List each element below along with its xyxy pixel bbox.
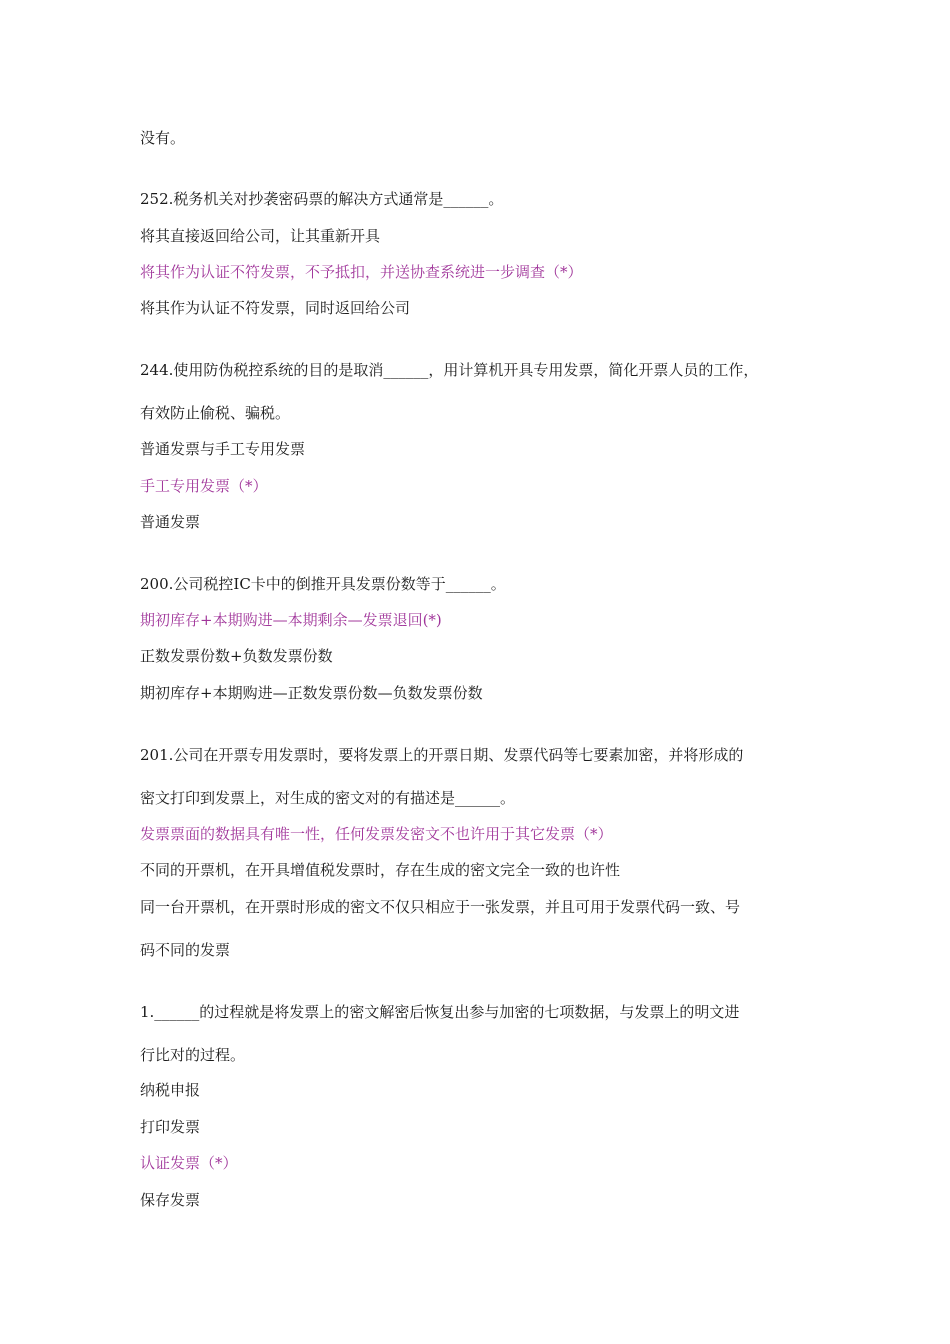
- question-stem: 244.使用防伪税控系统的目的是取消______，用计算机开具专用发票，简化开票人员的工作，: [140, 361, 759, 379]
- correct-option-text: 认证发票（*）: [140, 1154, 238, 1172]
- option-text: 不同的开票机，在开具增值税发票时，存在生成的密文完全一致的也许性: [140, 861, 621, 879]
- option-text: 正数发票份数+负数发票份数: [140, 647, 333, 665]
- question-stem: 200.公司税控IC卡中的倒推开具发票份数等于______。: [140, 575, 506, 593]
- option-text: 打印发票: [140, 1118, 201, 1136]
- option-text: 普通发票: [140, 513, 201, 531]
- option-text: 保存发票: [140, 1191, 201, 1209]
- question-stem: 201.公司在开票专用发票时，要将发票上的开票日期、发票代码等七要素加密，并将形成的: [140, 746, 744, 764]
- question-stem: 252.税务机关对抄袭密码票的解决方式通常是______。: [140, 190, 504, 208]
- question-stem-continued: 行比对的过程。: [140, 1046, 246, 1064]
- question-stem-continued: 密文打印到发票上，对生成的密文对的有描述是______。: [140, 789, 516, 807]
- intro-text: 没有。: [140, 129, 186, 147]
- option-text-continued: 码不同的发票: [140, 941, 231, 959]
- correct-option-text: 发票票面的数据具有唯一性，任何发票发密文不也许用于其它发票（*）: [140, 825, 613, 843]
- question-stem-continued: 有效防止偷税、骗税。: [140, 404, 291, 422]
- option-text: 纳税申报: [140, 1081, 201, 1099]
- correct-option-text: 将其作为认证不符发票，不予抵扣，并送协查系统进一步调查（*）: [140, 263, 583, 281]
- correct-option-text: 手工专用发票（*）: [140, 477, 268, 495]
- option-text: 期初库存+本期购进—正数发票份数—负数发票份数: [140, 684, 483, 702]
- option-text: 同一台开票机，在开票时形成的密文不仅只相应于一张发票，并且可用于发票代码一致、号: [140, 898, 741, 916]
- correct-option-text: 期初库存+本期购进—本期剩余—发票退回(*): [140, 611, 442, 629]
- question-stem: 1.______的过程就是将发票上的密文解密后恢复出参与加密的七项数据，与发票上的明文进: [140, 1003, 740, 1021]
- option-text: 普通发票与手工专用发票: [140, 440, 306, 458]
- option-text: 将其作为认证不符发票，同时返回给公司: [140, 299, 411, 317]
- option-text: 将其直接返回给公司，让其重新开具: [140, 227, 381, 245]
